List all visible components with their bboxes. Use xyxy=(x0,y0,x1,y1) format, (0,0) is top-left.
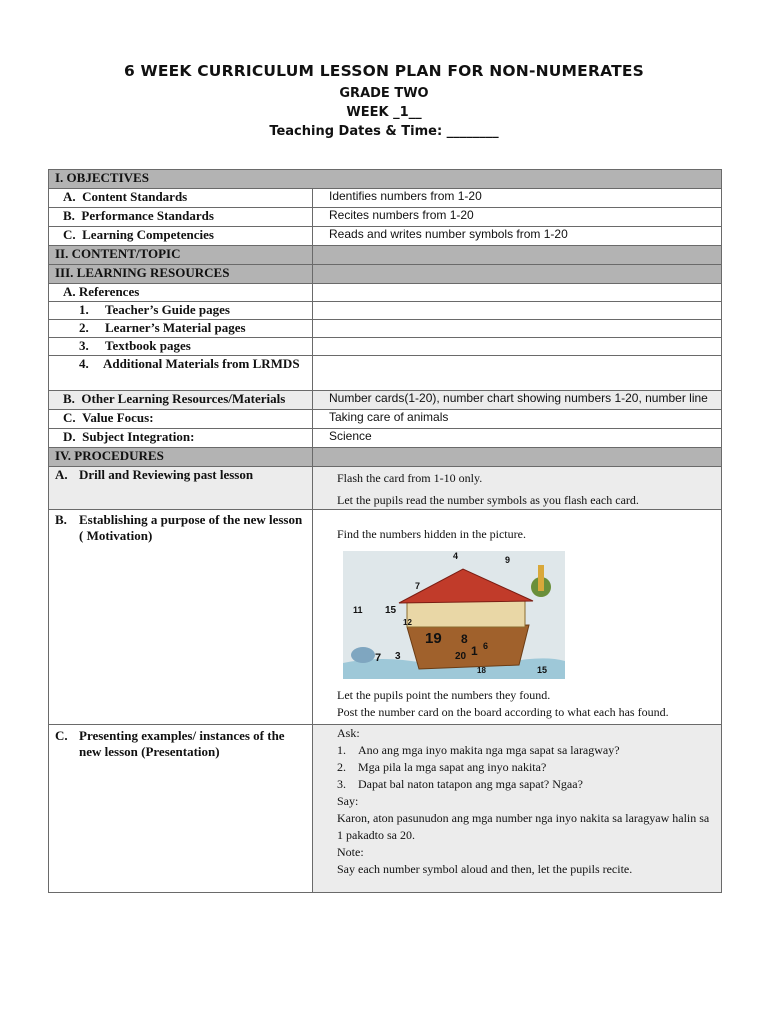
teacher-guide-label xyxy=(49,302,313,320)
hidden-number: 15 xyxy=(385,605,397,616)
document-header xyxy=(0,62,768,139)
item-text: Teacher’s Guide pages xyxy=(105,302,230,317)
hidden-number: 18 xyxy=(477,666,486,675)
item-text: Learner’s Material pages xyxy=(105,320,246,335)
performance-standards-value: Recites numbers from 1-20 xyxy=(313,208,722,227)
value-focus-value: Taking care of animals xyxy=(313,410,722,429)
presentation-label xyxy=(49,725,313,893)
hidden-number: 7 xyxy=(375,652,382,664)
grade-line: GRADE TWO xyxy=(339,86,429,101)
item-number: C. xyxy=(55,728,68,743)
hidden-number: 6 xyxy=(483,641,489,651)
hidden-number: 20 xyxy=(455,651,467,662)
section-objectives xyxy=(49,170,722,189)
item-number: 3. xyxy=(79,338,89,353)
other-resources-value: Number cards(1-20), number chart showing numbers 1-20, number line xyxy=(313,391,722,410)
noah-ark-picture xyxy=(343,551,565,679)
hidden-number: 15 xyxy=(537,665,548,675)
other-resources-label: B. Other Learning Resources/Materials xyxy=(49,391,313,410)
ask-label: Ask: xyxy=(337,726,360,740)
section-heading: III. LEARNING RESOURCES xyxy=(49,265,313,284)
say-text: Karon, aton pasunudon ang mga number nga inyo nakita sa laragyaw halin sa 1 pakadto sa 20. xyxy=(337,811,710,842)
hidden-number: 9 xyxy=(505,555,511,565)
hidden-number: 1 xyxy=(471,644,478,658)
table-row xyxy=(49,410,722,429)
section-heading-blank xyxy=(313,265,722,284)
additional-materials-value xyxy=(313,356,722,391)
table-row xyxy=(49,320,722,338)
question-2: 2. Mga pila la mga sapat ang inyo nakita? xyxy=(337,760,547,774)
question-3: 3. Dapat bal naton tatapon ang mga sapat? Ngaa? xyxy=(337,777,583,791)
additional-materials-label xyxy=(49,356,313,391)
section-heading: I. OBJECTIVES xyxy=(49,170,722,189)
document-title: 6 WEEK CURRICULUM LESSON PLAN FOR NON-NUMERATES xyxy=(123,62,645,80)
table-row xyxy=(49,429,722,448)
item-text: Establishing a purpose of the new lesson ( Motivation) xyxy=(79,512,303,543)
section-heading-blank xyxy=(313,246,722,265)
references-value xyxy=(313,284,722,302)
table-row xyxy=(49,338,722,356)
dolphin-shape xyxy=(351,647,375,663)
learner-material-value xyxy=(313,320,722,338)
section-heading: II. CONTENT/TOPIC xyxy=(49,246,313,265)
table-row xyxy=(49,356,722,391)
learner-material-label xyxy=(49,320,313,338)
learning-competencies-label: C. Learning Competencies xyxy=(49,227,313,246)
say-label: Say: xyxy=(337,794,359,808)
item-number: A. xyxy=(55,467,68,482)
value-focus-label: C. Value Focus: xyxy=(49,410,313,429)
section-heading-blank xyxy=(313,448,722,467)
drill-line-2: Let the pupils read the number symbols as you flash each card. xyxy=(337,493,639,507)
item-number: 2. xyxy=(79,320,89,335)
table-row xyxy=(49,391,722,410)
motivation-line-1: Find the numbers hidden in the picture. xyxy=(337,527,526,541)
table-row xyxy=(49,284,722,302)
section-learning-resources xyxy=(49,265,722,284)
ark-cabin xyxy=(407,599,525,627)
item-number: 1. xyxy=(79,302,89,317)
subject-integration-label: D. Subject Integration: xyxy=(49,429,313,448)
learning-competencies-value: Reads and writes number symbols from 1-20 xyxy=(313,227,722,246)
section-procedures xyxy=(49,448,722,467)
drill-line-1: Flash the card from 1-10 only. xyxy=(337,471,483,485)
motivation-line-2: Let the pupils point the numbers they found. xyxy=(337,688,551,702)
section-heading: IV. PROCEDURES xyxy=(49,448,313,467)
table-row xyxy=(49,510,722,725)
table-row xyxy=(49,467,722,510)
item-text: Additional Materials from LRMDS xyxy=(103,356,300,371)
item-text: Presenting examples/ instances of the new lesson (Presentation) xyxy=(79,728,285,759)
table-row xyxy=(49,725,722,893)
teacher-guide-value xyxy=(313,302,722,320)
content-standards-value: Identifies numbers from 1-20 xyxy=(313,189,722,208)
giraffe-neck xyxy=(538,565,544,591)
motivation-line-3: Post the number card on the board according to what each has found. xyxy=(337,705,669,719)
drill-review-content xyxy=(313,467,722,510)
performance-standards-label: B. Performance Standards xyxy=(49,208,313,227)
drill-review-label xyxy=(49,467,313,510)
lesson-plan-table xyxy=(48,169,722,893)
teaching-dates-line: Teaching Dates & Time: ________ xyxy=(269,124,499,139)
hidden-number: 11 xyxy=(353,605,363,615)
motivation-label xyxy=(49,510,313,725)
week-line: WEEK _1__ xyxy=(346,105,422,120)
hidden-number: 8 xyxy=(461,632,468,646)
references-label: A. References xyxy=(49,284,313,302)
item-number: 4. xyxy=(79,356,89,371)
item-text: Textbook pages xyxy=(105,338,191,353)
hidden-number: 19 xyxy=(425,630,442,647)
table-row xyxy=(49,227,722,246)
item-number: B. xyxy=(55,512,67,527)
hidden-number: 12 xyxy=(403,618,412,627)
hidden-number: 3 xyxy=(395,651,401,662)
textbook-label xyxy=(49,338,313,356)
note-label: Note: xyxy=(337,845,364,859)
note-text: Say each number symbol aloud and then, let the pupils recite. xyxy=(337,862,633,876)
question-1: 1. Ano ang mga inyo makita nga mga sapat sa laragway? xyxy=(337,743,620,757)
presentation-content xyxy=(313,725,722,893)
item-text: Drill and Reviewing past lesson xyxy=(79,467,254,482)
table-row xyxy=(49,208,722,227)
hidden-number: 4 xyxy=(453,551,459,561)
table-row xyxy=(49,189,722,208)
hidden-number: 7 xyxy=(415,581,421,591)
content-standards-label: A. Content Standards xyxy=(49,189,313,208)
section-content-topic xyxy=(49,246,722,265)
textbook-value xyxy=(313,338,722,356)
motivation-content xyxy=(313,510,722,725)
table-row xyxy=(49,302,722,320)
subject-integration-value: Science xyxy=(313,429,722,448)
